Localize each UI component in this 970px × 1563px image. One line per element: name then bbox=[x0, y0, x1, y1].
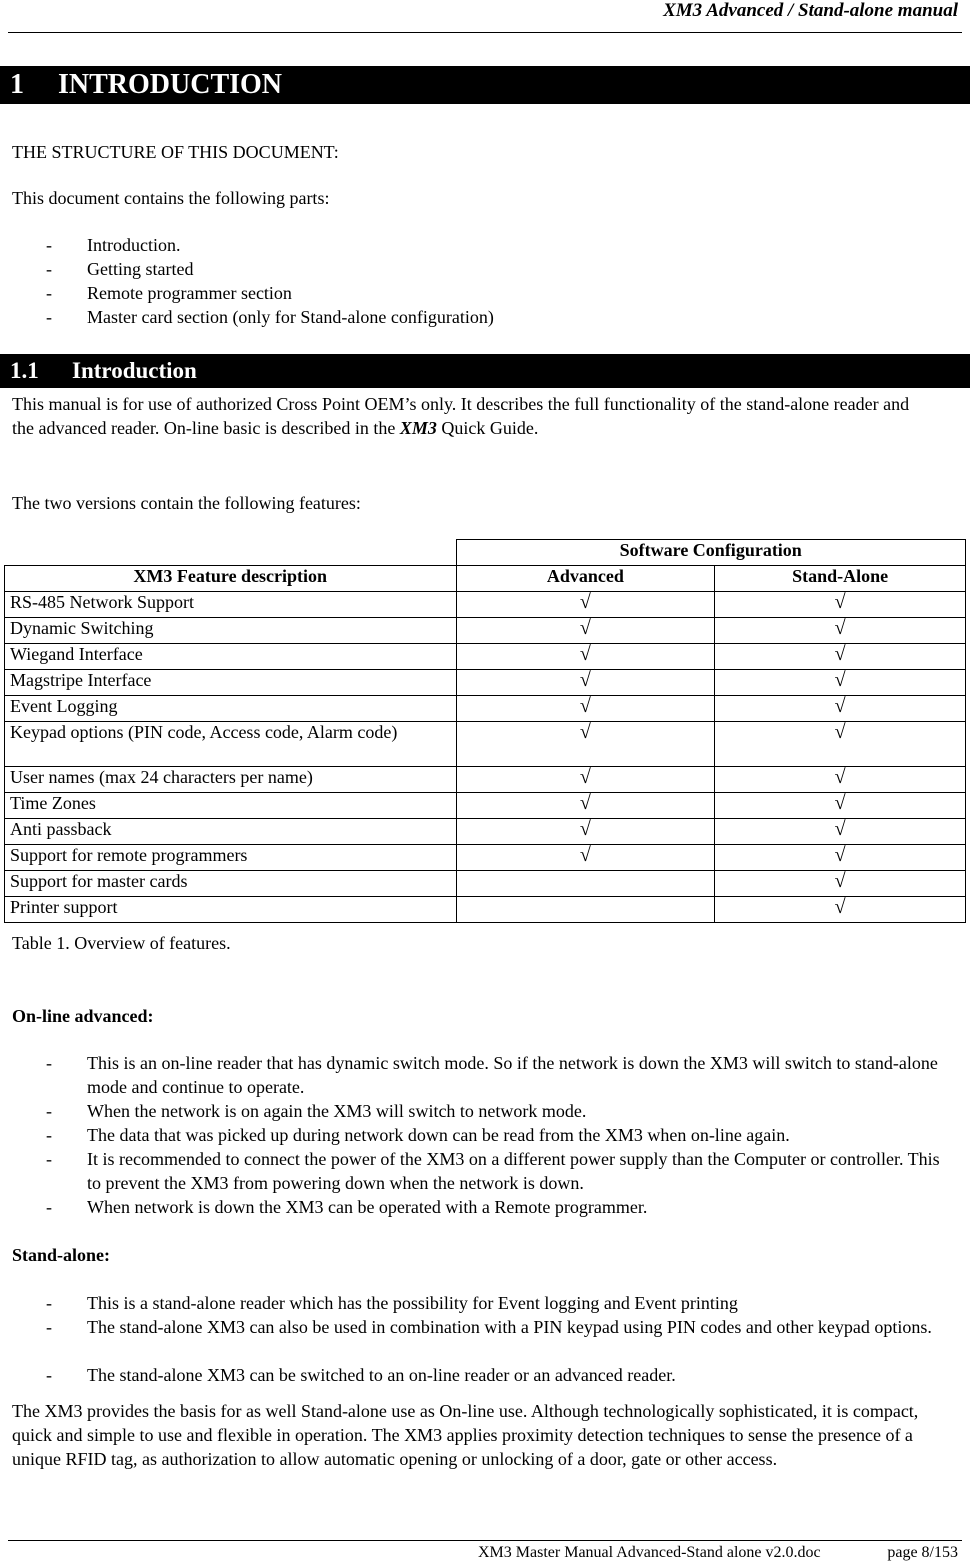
part-item-text: Master card section (only for Stand-alone configuration) bbox=[87, 307, 494, 327]
table-row bbox=[5, 592, 966, 618]
section-1-number: 1 bbox=[10, 69, 24, 100]
standalone-cell: √ bbox=[715, 618, 966, 644]
feature-cell: Printer support bbox=[5, 897, 457, 923]
feature-cell: Magstripe Interface bbox=[5, 670, 457, 696]
advanced-cell: √ bbox=[456, 696, 715, 722]
xm3-emphasis: XM3 bbox=[399, 418, 437, 438]
parts-intro: This document contains the following parts: bbox=[12, 188, 330, 208]
advanced-cell: √ bbox=[456, 592, 715, 618]
online-advanced-item: - When network is down the XM3 can be operated with a Remote programmer. bbox=[12, 1195, 950, 1219]
part-item: - Introduction. bbox=[12, 233, 950, 257]
section-1-heading bbox=[0, 66, 970, 104]
standalone-cell: √ bbox=[715, 696, 966, 722]
feature-cell: Support for master cards bbox=[5, 871, 457, 897]
online-advanced-item: - The data that was picked up during network down can be read from the XM3 when on-line again. bbox=[12, 1123, 950, 1147]
advanced-cell: √ bbox=[456, 618, 715, 644]
standalone-item: - The stand-alone XM3 can also be used in combination with a PIN keypad using PIN codes and other keypad options. bbox=[12, 1315, 950, 1363]
part-item-text: Introduction. bbox=[87, 235, 181, 255]
advanced-cell: √ bbox=[456, 819, 715, 845]
feature-cell: Wiegand Interface bbox=[5, 644, 457, 670]
part-item: - Remote programmer section bbox=[12, 281, 950, 305]
structure-heading: THE STRUCTURE OF THIS DOCUMENT: bbox=[12, 142, 339, 162]
online-advanced-item-text: It is recommended to connect the power of the XM3 on a different power supply than the Computer or controller. This to prevent the XM3 from powering down when the network is down. bbox=[87, 1149, 940, 1193]
feature-cell: Keypad options (PIN code, Access code, Alarm code) bbox=[5, 722, 457, 767]
advanced-cell: √ bbox=[456, 722, 715, 767]
table-row bbox=[5, 670, 966, 696]
versions-intro: The two versions contain the following features: bbox=[12, 493, 361, 513]
advanced-cell: √ bbox=[456, 767, 715, 793]
advanced-cell: √ bbox=[456, 845, 715, 871]
advanced-cell bbox=[456, 897, 715, 923]
feature-cell: Time Zones bbox=[5, 793, 457, 819]
part-item-text: Getting started bbox=[87, 259, 194, 279]
footer-page-number: page 8/153 bbox=[887, 1544, 958, 1561]
standalone-cell: √ bbox=[715, 670, 966, 696]
online-advanced-item-text: The data that was picked up during network down can be read from the XM3 when on-line again. bbox=[87, 1125, 790, 1145]
online-advanced-item: - It is recommended to connect the power of the XM3 on a different power supply than the Computer or controller. This to prevent the XM3 from powering down when the network is down. bbox=[12, 1147, 950, 1195]
feature-cell: Anti passback bbox=[5, 819, 457, 845]
column-header-standalone: Stand-Alone bbox=[715, 566, 966, 592]
table-row bbox=[5, 722, 966, 767]
standalone-cell: √ bbox=[715, 871, 966, 897]
feature-cell: Support for remote programmers bbox=[5, 845, 457, 871]
online-advanced-item: - When the network is on again the XM3 will switch to network mode. bbox=[12, 1099, 950, 1123]
standalone-cell: √ bbox=[715, 722, 966, 767]
advanced-cell: √ bbox=[456, 670, 715, 696]
table-row bbox=[5, 618, 966, 644]
table-caption: Table 1. Overview of features. bbox=[12, 933, 231, 953]
table-row bbox=[5, 871, 966, 897]
features-table bbox=[4, 539, 966, 923]
footer-document-name: XM3 Master Manual Advanced-Stand alone v2.0.doc bbox=[478, 1544, 821, 1561]
part-item-text: Remote programmer section bbox=[87, 283, 292, 303]
footer-divider bbox=[8, 1540, 962, 1541]
table-row bbox=[5, 767, 966, 793]
feature-cell: Dynamic Switching bbox=[5, 618, 457, 644]
advanced-cell: √ bbox=[456, 644, 715, 670]
online-advanced-item: - This is an on-line reader that has dynamic switch mode. So if the network is down the XM3 will switch to stand-alone mode and continue to operate. bbox=[12, 1051, 950, 1099]
feature-cell: Event Logging bbox=[5, 696, 457, 722]
standalone-cell: √ bbox=[715, 767, 966, 793]
standalone-item-text: The stand-alone XM3 can also be used in combination with a PIN keypad using PIN codes and other keypad options. bbox=[87, 1317, 932, 1337]
standalone-item: - This is a stand-alone reader which has the possibility for Event logging and Event printing bbox=[12, 1291, 950, 1315]
table-header-row bbox=[5, 566, 966, 592]
header-divider bbox=[8, 32, 962, 33]
column-header-feature: XM3 Feature description bbox=[5, 566, 457, 592]
closing-paragraph: The XM3 provides the basis for as well Stand-alone use as On-line use. Although technologically sophisticated, it is compact, quick and simple to use and flexible in operation. The XM3 applies proximity detection techniques to sense the presence of a unique RFID tag, as authorization to allow automatic opening or unlocking of a door, gate or other access. bbox=[12, 1401, 919, 1469]
table-row bbox=[5, 897, 966, 923]
standalone-item-text: This is a stand-alone reader which has the possibility for Event logging and Event printing bbox=[87, 1293, 738, 1313]
part-item: - Getting started bbox=[12, 257, 950, 281]
standalone-cell: √ bbox=[715, 845, 966, 871]
table-row bbox=[5, 819, 966, 845]
advanced-cell: √ bbox=[456, 793, 715, 819]
section-1-1-number: 1.1 bbox=[10, 358, 39, 383]
header-title: XM3 Advanced / Stand-alone manual bbox=[663, 0, 958, 21]
section-1-1-title: Introduction bbox=[72, 358, 197, 383]
table-row bbox=[5, 793, 966, 819]
intro-paragraph: This manual is for use of authorized Cross Point OEM’s only. It describes the full functionality of the stand-alone reader and the advanced reader. On-line basic is described in the XM3 Quick Guide. bbox=[12, 394, 910, 438]
table-row bbox=[5, 696, 966, 722]
column-header-advanced: Advanced bbox=[456, 566, 715, 592]
section-1-1-heading bbox=[0, 354, 970, 388]
section-1-title: INTRODUCTION bbox=[58, 69, 283, 100]
feature-cell: RS-485 Network Support bbox=[5, 592, 457, 618]
online-advanced-heading: On-line advanced: bbox=[12, 1006, 154, 1026]
part-item: - Master card section (only for Stand-alone configuration) bbox=[12, 305, 950, 329]
table-row bbox=[5, 644, 966, 670]
standalone-cell: √ bbox=[715, 897, 966, 923]
standalone-item: - The stand-alone XM3 can be switched to an on-line reader or an advanced reader. bbox=[12, 1363, 950, 1387]
standalone-item-text: The stand-alone XM3 can be switched to an on-line reader or an advanced reader. bbox=[87, 1365, 676, 1385]
advanced-cell bbox=[456, 871, 715, 897]
standalone-heading: Stand-alone: bbox=[12, 1245, 111, 1265]
standalone-cell: √ bbox=[715, 819, 966, 845]
feature-cell: User names (max 24 characters per name) bbox=[5, 767, 457, 793]
online-advanced-item-text: When network is down the XM3 can be operated with a Remote programmer. bbox=[87, 1197, 648, 1217]
standalone-cell: √ bbox=[715, 592, 966, 618]
table-row bbox=[5, 845, 966, 871]
online-advanced-item-text: This is an on-line reader that has dynamic switch mode. So if the network is down the XM3 will switch to stand-alone mode and continue to operate. bbox=[87, 1053, 938, 1097]
standalone-cell: √ bbox=[715, 793, 966, 819]
online-advanced-item-text: When the network is on again the XM3 will switch to network mode. bbox=[87, 1101, 587, 1121]
software-configuration-header: Software Configuration bbox=[456, 540, 966, 566]
standalone-cell: √ bbox=[715, 644, 966, 670]
